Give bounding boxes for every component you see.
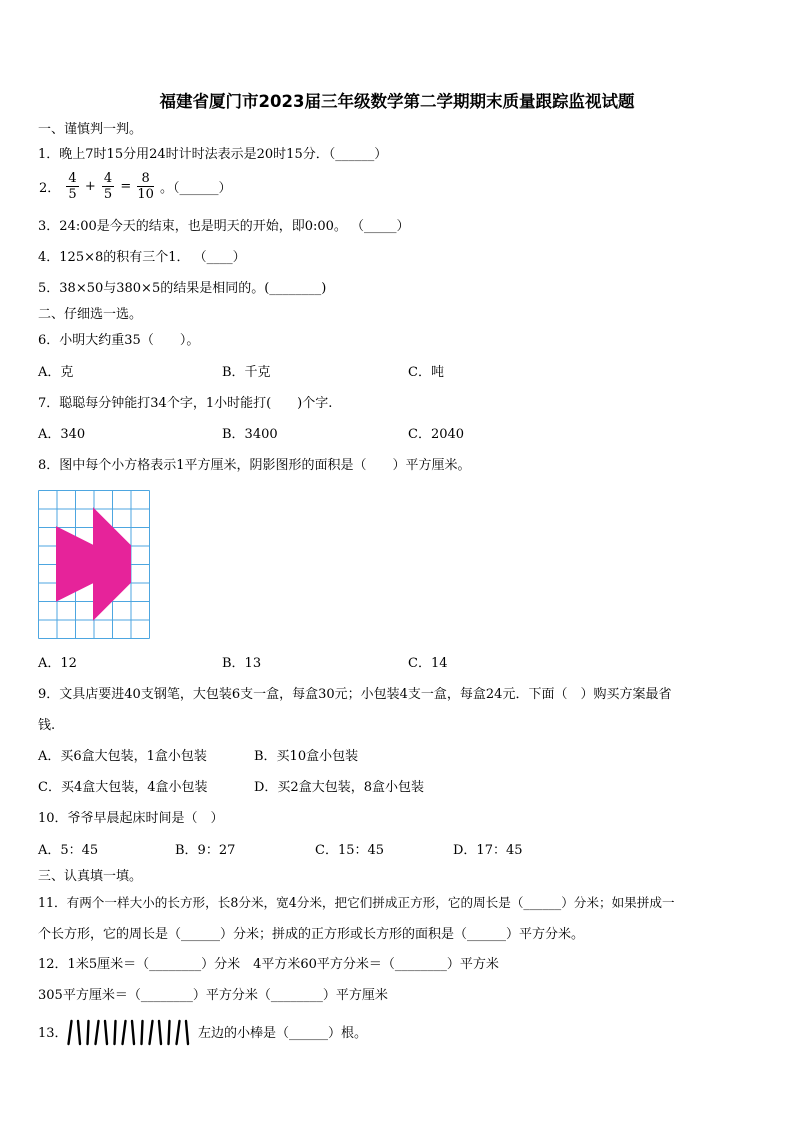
- question-5: 5．38×50与380×5的结果是相同的。(________): [38, 281, 327, 296]
- grid-figure: [38, 490, 152, 640]
- q9-option-d[interactable]: D．买2盒大包装，8盒小包装: [254, 780, 424, 795]
- question-10: 10．爷爷早晨起床时间是（ ）: [38, 811, 224, 826]
- q10-option-a[interactable]: A．5：45: [38, 843, 99, 858]
- question-4: 4．125×8的积有三个1． （____）: [38, 250, 246, 265]
- question-7: 7．聪聪每分钟能打34个字，1小时能打( )个字.: [38, 396, 333, 411]
- question-9-line-1: 9．文具店要进40支钢笔，大包装6支一盒，每盒30元；小包装4支一盒，每盒24元．下面（ ）购买方案最省: [38, 687, 672, 702]
- q10-option-b[interactable]: B．9：27: [175, 843, 236, 858]
- q10-option-d[interactable]: D．17：45: [453, 843, 523, 858]
- stick: [69, 1021, 72, 1044]
- stick: [159, 1021, 161, 1044]
- stick: [96, 1021, 99, 1044]
- stick: [177, 1021, 180, 1044]
- plus-sign: +: [84, 179, 96, 194]
- stick: [150, 1021, 153, 1044]
- section-heading-3: 三、认真填一填。: [38, 869, 143, 884]
- fraction-c: $\frac{8}{10}$: [137, 171, 154, 202]
- q8-option-c[interactable]: C．14: [408, 656, 448, 671]
- q8-option-b[interactable]: B．13: [222, 656, 262, 671]
- stick: [115, 1021, 116, 1044]
- question-13-text: 左边的小棒是（______）根。: [198, 1026, 368, 1041]
- section-heading-1: 一、谨慎判一判。: [38, 122, 143, 137]
- question-11-line-1: 11．有两个一样大小的长方形，长8分米，宽4分米，把它们拼成正方形，它的周长是（______）分米；如果拼成一: [38, 895, 675, 910]
- stick: [123, 1021, 126, 1044]
- question-13-prefix: 13．: [38, 1026, 68, 1041]
- q9-option-a[interactable]: A．买6盒大包装，1盒小包装: [38, 749, 207, 764]
- shaded-shape-left: [57, 527, 94, 601]
- q6-option-c[interactable]: C．吨: [408, 365, 444, 380]
- q7-option-a[interactable]: A．340: [38, 427, 86, 442]
- question-2-prefix: 2．: [39, 181, 61, 196]
- section-heading-2: 二、仔细选一选。: [38, 307, 143, 322]
- stick: [78, 1021, 80, 1044]
- equals-sign: =: [120, 179, 132, 194]
- question-8: 8．图中每个小方格表示1平方厘米，阴影图形的面积是（ ）平方厘米。: [38, 458, 471, 473]
- stick: [105, 1021, 107, 1044]
- fraction-b: $\frac{4}{5}$: [103, 171, 113, 202]
- q6-option-b[interactable]: B．千克: [222, 365, 271, 380]
- fraction-a: $\frac{4}{5}$: [68, 171, 77, 202]
- q7-option-b[interactable]: B．3400: [222, 427, 278, 442]
- sticks-icon: [66, 1018, 196, 1048]
- question-3: 3．24:00是今天的结束，也是明天的开始，即0:00。 （_____）: [38, 219, 410, 234]
- stick: [88, 1021, 89, 1044]
- q9-option-c[interactable]: C．买4盒大包装，4盒小包装: [38, 780, 208, 795]
- stick: [142, 1021, 143, 1044]
- q7-option-c[interactable]: C．2040: [408, 427, 465, 442]
- question-12-line-2: 305平方厘米＝（________）平方分米（________）平方厘米: [38, 988, 388, 1003]
- question-12-line-1: 12．1米5厘米＝（________）分米 4平方米60平方分米＝（________）平方米: [38, 957, 499, 972]
- question-6: 6．小明大约重35（ ）。: [38, 333, 200, 348]
- page-title: 福建省厦门市2023届三年级数学第二学期期末质量跟踪监视试题: [159, 92, 635, 111]
- question-2-suffix: 。（______）: [160, 181, 232, 196]
- q10-option-c[interactable]: C．15：45: [315, 843, 385, 858]
- q8-option-a[interactable]: A．12: [38, 656, 77, 671]
- question-11-line-2: 个长方形，它的周长是（______）分米；拼成的正方形或长方形的面积是（______）平方分米。: [38, 927, 585, 942]
- question-2: [38, 171, 233, 202]
- stick: [169, 1021, 170, 1044]
- stick: [132, 1021, 134, 1044]
- stick: [186, 1021, 188, 1044]
- q6-option-a[interactable]: A．克: [38, 365, 74, 380]
- question-1: 1．晚上7时15分用24时计时法表示是20时15分．（______）: [38, 147, 388, 162]
- q9-option-b[interactable]: B．买10盒小包装: [254, 749, 359, 764]
- question-9-line-2: 钱.: [38, 718, 56, 733]
- shaded-shape-mid: [94, 546, 131, 583]
